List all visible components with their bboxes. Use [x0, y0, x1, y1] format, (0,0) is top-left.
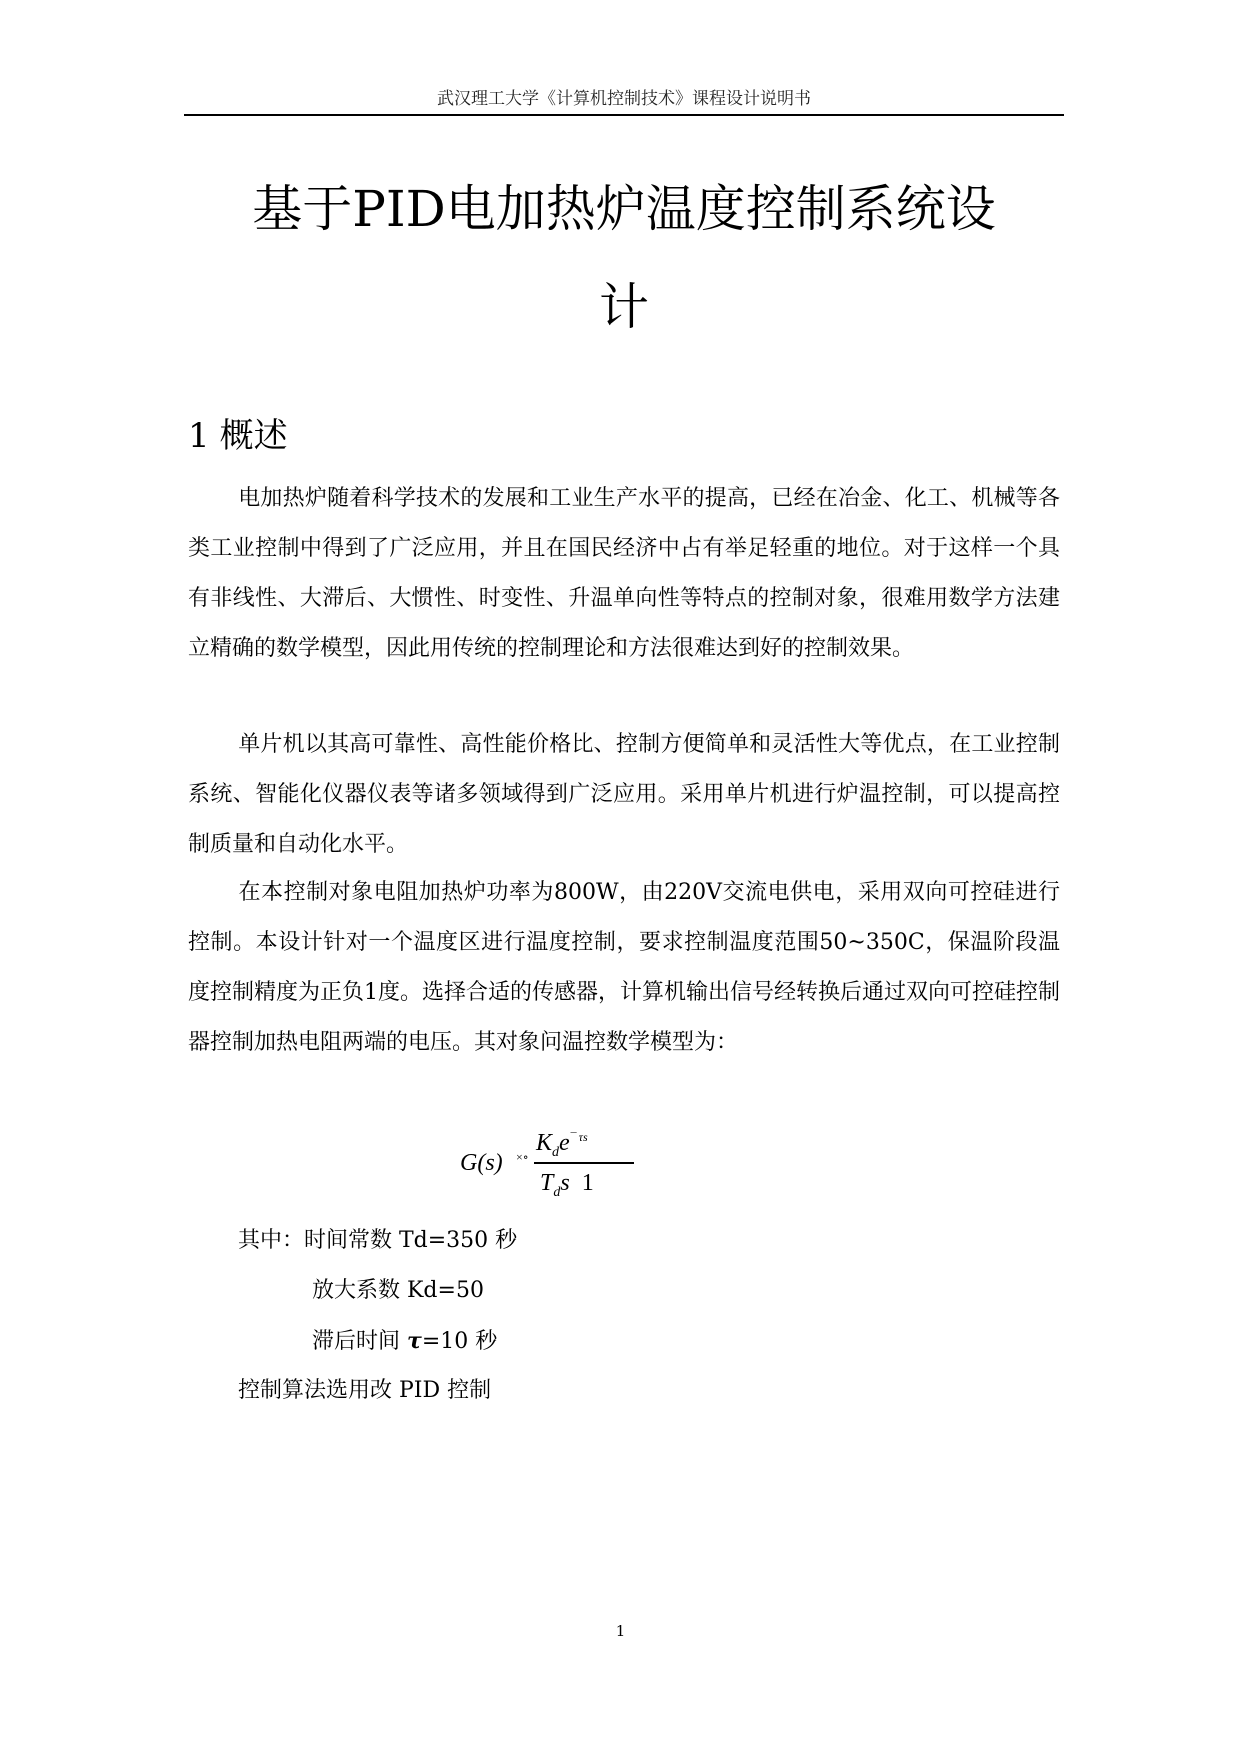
formula-exponent: ¯ τs: [569, 1130, 588, 1144]
paragraph-2: [188, 720, 1060, 870]
tau-symbol: τ: [407, 1328, 422, 1354]
param-delay: [312, 1316, 497, 1367]
param-time-constant: 其中：时间常数 Td=350 秒: [238, 1228, 518, 1253]
paragraph-2-text: 单片机以其高可靠性、高性能价格比、控制方便简单和灵活性大等优点，在工业控制系统、智能化仪器仪表等诸多领域得到广泛应用。采用单片机进行炉温控制，可以提高控制质量和自动化水平。: [188, 732, 1060, 857]
formula-numerator: [536, 1130, 588, 1161]
section-number: 1: [188, 416, 210, 456]
title-line-2: 计: [599, 278, 649, 336]
param-gain: 放大系数 Kd=50: [312, 1278, 484, 1303]
formula-denominator: [540, 1170, 594, 1201]
fraction-bar: [534, 1162, 634, 1164]
paragraph-3: [188, 868, 1060, 1068]
param-delay-label: 滞后时间: [312, 1329, 407, 1354]
section-heading: [188, 412, 288, 460]
page-number: 1: [615, 1622, 626, 1640]
paragraph-1: [188, 474, 1060, 674]
formula-k: K: [536, 1130, 553, 1156]
formula-s: s: [560, 1170, 570, 1196]
transfer-function-formula: [460, 1130, 660, 1206]
formula-t-sub: d: [553, 1184, 561, 1200]
formula-e: e: [559, 1130, 570, 1156]
formula-k-sub: d: [552, 1144, 560, 1160]
running-header: 武汉理工大学《计算机控制技术》课程设计说明书: [437, 89, 811, 109]
formula-lhs: G(s): [460, 1150, 503, 1176]
formula-mark: ×∘: [516, 1150, 529, 1164]
header-rule: [184, 114, 1064, 116]
section-name: 概述: [219, 416, 288, 456]
paragraph-3-text: 在本控制对象电阻加热炉功率为800W，由220V交流电供电，采用双向可控硅进行控制。本设计针对一个温度区进行温度控制，要求控制温度范围50~350C，保温阶段温度控制精度为正负1度。选择合适的传感器，计算机输出信号经转换后通过双向可控硅控制器控制加热电阻两端的电压。其对象问温控数学模型为：: [188, 880, 1061, 1055]
param-delay-value: =10 秒: [421, 1329, 498, 1354]
param-algorithm: 控制算法选用改 PID 控制: [238, 1378, 492, 1403]
paragraph-1-text: 电加热炉随着科学技术的发展和工业生产水平的提高，已经在冶金、化工、机械等各类工业控制中得到了广泛应用，并且在国民经济中占有举足轻重的地位。对于这样一个具有非线性、大滞后、大惯性、时变性、升温单向性等特点的控制对象，很难用数学方法建立精确的数学模型，因此用传统的控制理论和方法很难达到好的控制效果。: [188, 486, 1060, 661]
formula-one: 1: [581, 1170, 594, 1196]
title-line-1: 基于PID电加热炉温度控制系统设: [252, 180, 996, 238]
document-title: [184, 160, 1064, 356]
formula-t: T: [540, 1170, 554, 1196]
